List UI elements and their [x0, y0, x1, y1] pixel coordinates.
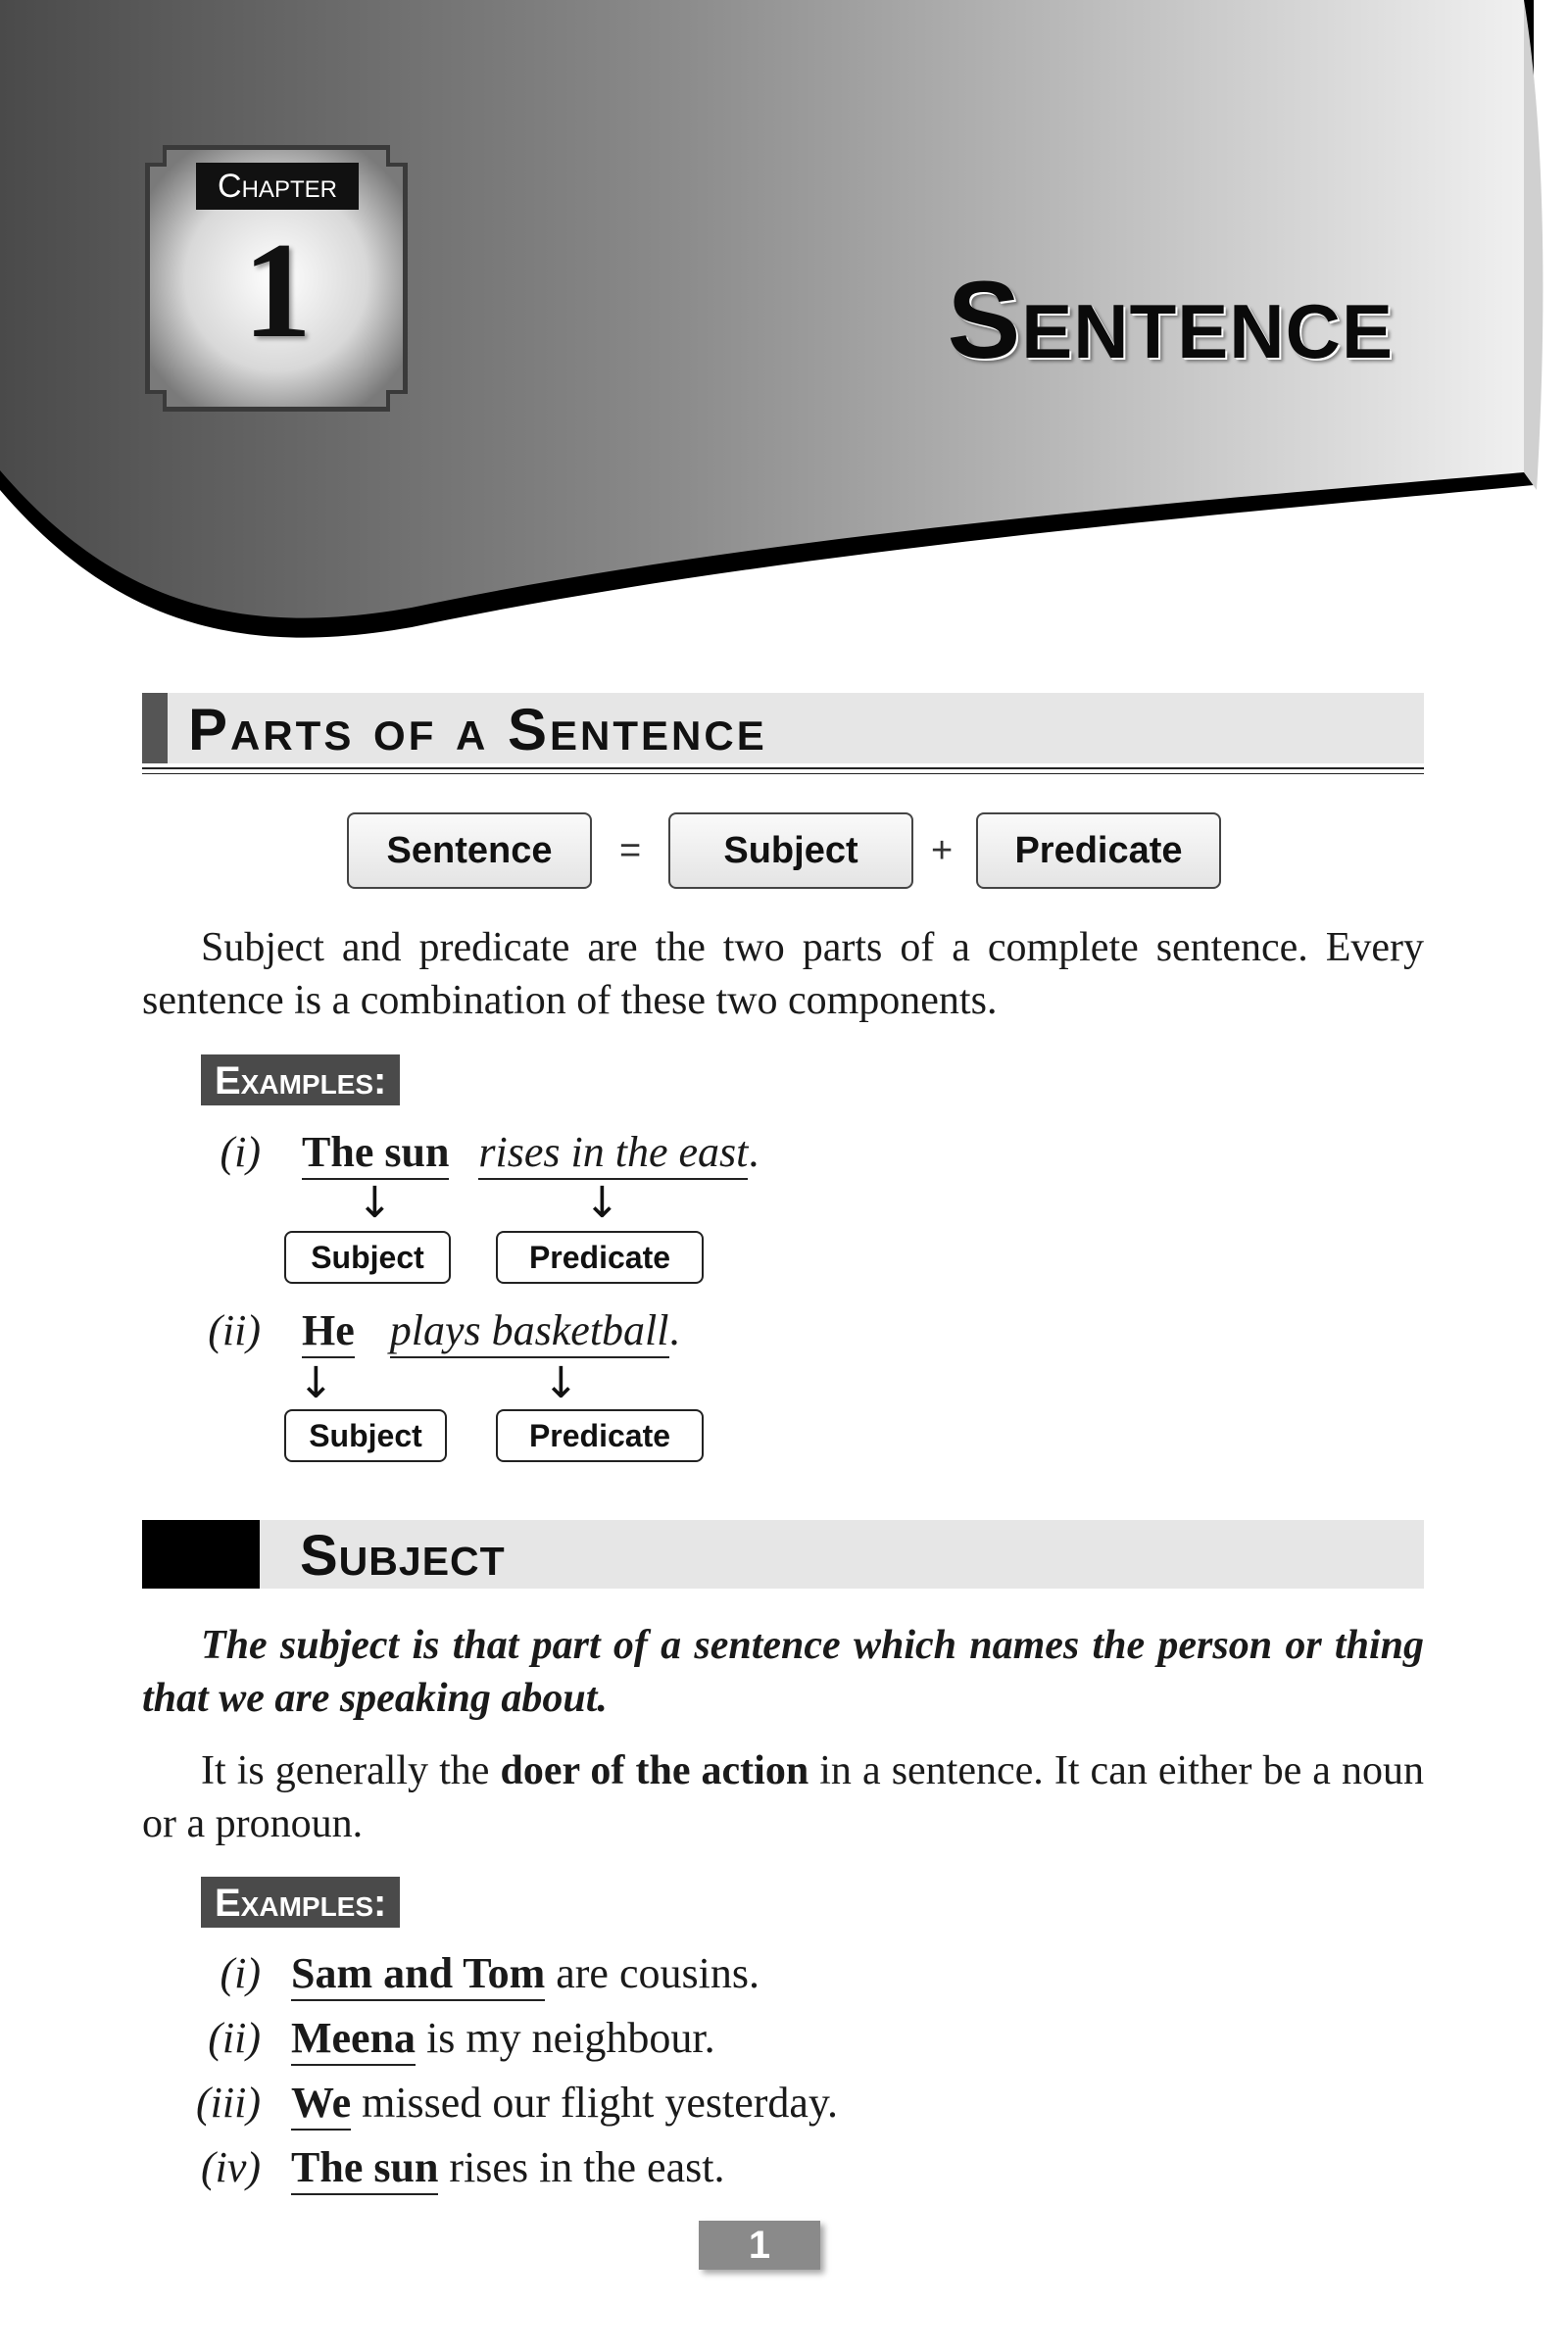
example-subject: The sun — [291, 2143, 438, 2195]
section-header-stripe — [142, 693, 168, 763]
example-sentence — [192, 1946, 760, 2001]
equation-box-predicate: Predicate — [976, 812, 1221, 889]
example-subject: Sam and Tom — [291, 1949, 545, 2001]
subject-tag: Subject — [284, 1409, 447, 1462]
example-number: (iv) — [200, 2143, 261, 2191]
examples-label: Examples: — [201, 1877, 400, 1928]
definition-text: The subject is that part of a sentence which names the person or thing that we are speaking about. — [142, 1623, 1424, 1721]
example-subject: Meena — [291, 2014, 416, 2066]
section-rule — [142, 767, 1424, 769]
example-number: (iii) — [196, 2079, 261, 2127]
chapter-label: Chapter — [196, 163, 359, 210]
predicate-tag: Predicate — [496, 1409, 704, 1462]
section-header-block — [142, 1520, 260, 1589]
example-number: (ii) — [208, 1306, 261, 1354]
example-subject: The sun — [302, 1128, 449, 1180]
equation-equals: = — [619, 830, 642, 871]
equation-plus: + — [931, 830, 954, 871]
paragraph-text: Subject and predicate are the two parts of a complete sentence. Every sentence is a combination of these two components. — [142, 925, 1424, 1023]
section-title-subject: Subject — [300, 1524, 506, 1588]
example-rest: rises in the east. — [438, 2143, 725, 2191]
arrow-down-icon: ↓ — [543, 1358, 579, 1408]
example-number: (ii) — [208, 2014, 261, 2062]
example-subject: We — [291, 2079, 351, 2131]
example-number: (i) — [220, 1128, 261, 1176]
example-predicate: plays basketball — [390, 1306, 669, 1358]
example-rest: is my neighbour. — [416, 2014, 715, 2062]
example-sentence — [192, 1125, 759, 1180]
example-predicate: rises in the east — [478, 1128, 748, 1180]
paragraph-text: in a sentence. It can either be a noun or a pronoun. — [142, 1748, 1424, 1846]
subject-tag: Subject — [284, 1231, 451, 1284]
example-sentence — [192, 2140, 724, 2195]
example-end: . — [748, 1128, 760, 1176]
paragraph-text: It is generally the — [201, 1748, 501, 1793]
example-end: . — [668, 1306, 680, 1354]
arrow-down-icon: ↓ — [357, 1178, 393, 1228]
paragraph-bold-text: doer of the action — [500, 1748, 809, 1793]
paragraph-subject — [142, 1744, 1424, 1850]
section-title-parts: Parts of a Sentence — [188, 697, 767, 762]
arrow-down-icon: ↓ — [584, 1178, 620, 1228]
section-rule — [142, 773, 1424, 774]
arrow-down-icon: ↓ — [298, 1358, 334, 1408]
paragraph-parts — [142, 921, 1424, 1027]
example-number: (i) — [220, 1949, 261, 1997]
example-rest: are cousins. — [545, 1949, 760, 1997]
chapter-number: 1 — [243, 215, 312, 367]
example-sentence — [192, 1303, 680, 1358]
example-subject: He — [302, 1306, 355, 1358]
predicate-tag: Predicate — [496, 1231, 704, 1284]
chapter-title: Sentence — [947, 259, 1394, 381]
equation-box-subject: Subject — [668, 812, 913, 889]
example-sentence — [192, 2011, 715, 2066]
subject-definition — [142, 1619, 1424, 1725]
example-sentence — [192, 2076, 838, 2131]
equation-box-sentence: Sentence — [347, 812, 592, 889]
page-number: 1 — [699, 2221, 820, 2270]
examples-label: Examples: — [201, 1054, 400, 1105]
example-rest: missed our flight yesterday. — [351, 2079, 839, 2127]
